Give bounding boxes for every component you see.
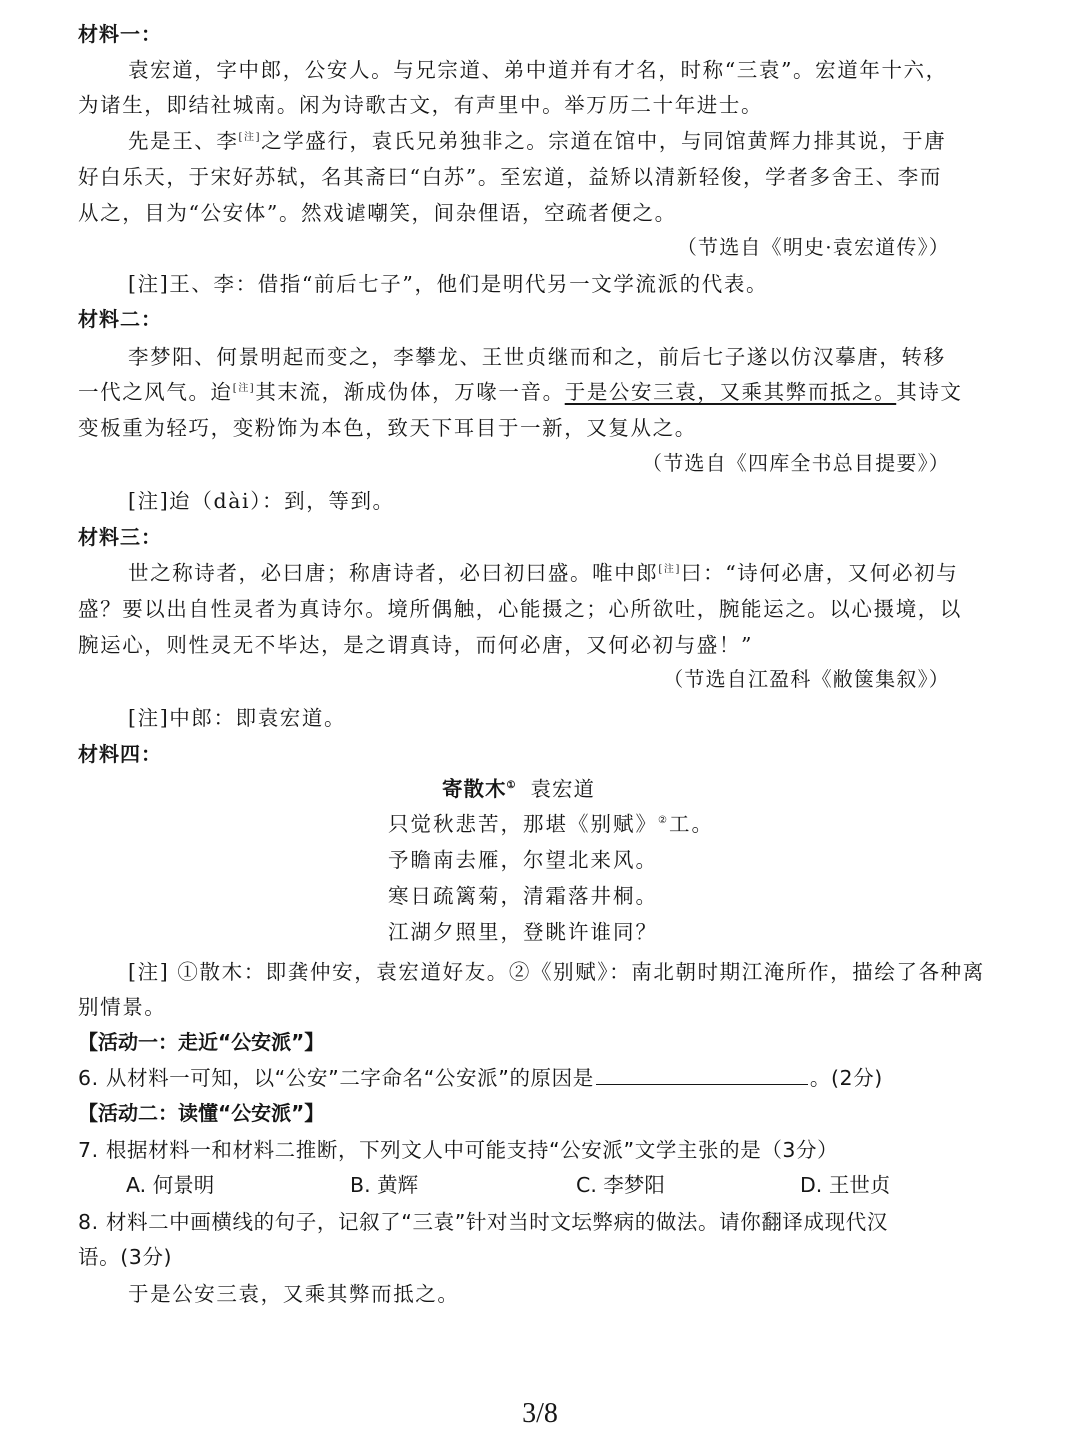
material-1-line: 袁宏道，字中郎，公安人。与兄宗道、弟中道并有才名，时称“三袁”。宏道年十六， [128, 58, 948, 82]
question-7: 7. 根据材料一和材料二推断，下列文人中可能支持“公安派”文学主张的是（3分） [78, 1138, 839, 1162]
poem-author: 袁宏道 [530, 777, 595, 801]
underlined-sentence: 于是公安三袁，又乘其弊而抵之。 [564, 380, 897, 404]
poem-line: 江湖夕照里，登眺许谁同？ [388, 920, 658, 944]
material-1-source: （节选自《明史·袁宏道传》） [676, 235, 950, 259]
material-1-note: [注]王、李：借指“前后七子”，他们是明代另一文学流派的代表。 [128, 272, 769, 296]
material-1-line: 好白乐天，于宋好苏轼，名其斋曰“白苏”。至宏道，益矫以清新轻俊，学者多舍王、李而 [78, 165, 942, 189]
activity-2-heading: 【活动二：读懂“公安派”】 [78, 1101, 325, 1125]
question-6: 6. 从材料一可知，以“公安”二字命名“公安派”的原因是 。(2分) [78, 1066, 883, 1090]
option-d[interactable]: D. 王世贞 [800, 1173, 891, 1197]
material-2-line: 李梦阳、何景明起而变之，李攀龙、王世贞继而和之，前后七子遂以仿汉摹唐，转移 [128, 345, 946, 369]
material-4-heading: 材料四： [78, 742, 162, 766]
poem-line: 予瞻南去雁，尔望北来风。 [388, 848, 658, 872]
material-4-note: 别情景。 [78, 995, 167, 1019]
option-a[interactable]: A. 何景明 [126, 1173, 215, 1197]
question-8-cont: 语。(3分) [78, 1245, 173, 1269]
poem-line: 寒日疏篱菊，清霜落井桐。 [388, 884, 658, 908]
material-2-note: [注]迨（dài）：到，等到。 [128, 489, 395, 513]
material-3-line: 盛？要以出自性灵者为真诗尔。境所偶触，心能摄之；心所欲吐，腕能运之。以心摄境，以 [78, 597, 962, 621]
material-1-line: 为诸生，即结社城南。闲为诗歌古文，有声里中。举万历二十年进士。 [78, 93, 764, 117]
question-8-sentence: 于是公安三袁，又乘其弊而抵之。 [128, 1282, 460, 1306]
option-c[interactable]: C. 李梦阳 [576, 1173, 665, 1197]
material-4-note: [注] ①散木：即龚仲安，袁宏道好友。②《别赋》：南北朝时期江淹所作，描绘了各种离 [128, 960, 985, 984]
activity-1-heading: 【活动一：走近“公安派”】 [78, 1030, 325, 1054]
poem-title: 寄散木① 袁宏道 [442, 777, 595, 801]
material-3-heading: 材料三： [78, 525, 162, 549]
material-1-heading: 材料一： [78, 22, 162, 46]
page-number: 3/8 [522, 1398, 558, 1429]
answer-blank[interactable] [596, 1066, 808, 1085]
material-2-line: 一代之风气。迨[注]其末流，渐成伪体，万喙一音。于是公安三袁，又乘其弊而抵之。其诗文 [78, 380, 963, 404]
material-3-line: 腕运心，则性灵无不毕达，是之谓真诗，而何必唐，又何必初与盛！” [78, 633, 754, 657]
material-1-line: 先是王、李[注]之学盛行，袁氏兄弟独非之。宗道在馆中，与同馆黄辉力排其说，于唐 [128, 129, 947, 153]
material-2-source: （节选自《四库全书总目提要》） [642, 451, 950, 475]
option-b[interactable]: B. 黄辉 [350, 1173, 419, 1197]
material-3-source: （节选自江盈科《敝箧集叙》） [663, 667, 950, 691]
question-8: 8. 材料二中画横线的句子，记叙了“三袁”针对当时文坛弊病的做法。请你翻译成现代汉 [78, 1210, 888, 1234]
material-2-heading: 材料二： [78, 307, 162, 331]
material-3-note: [注]中郎：即袁宏道。 [128, 706, 347, 730]
poem-line: 只觉秋悲苦，那堪《别赋》②工。 [388, 812, 714, 836]
material-3-line: 世之称诗者，必曰唐；称唐诗者，必曰初曰盛。唯中郎[注]曰：“诗何必唐，又何必初与 [128, 561, 959, 585]
material-2-line: 变板重为轻巧，变粉饰为本色，致天下耳目于一新，又复从之。 [78, 416, 697, 440]
material-1-line: 从之，目为“公安体”。然戏谑嘲笑，间杂俚语，空疏者便之。 [78, 201, 677, 225]
